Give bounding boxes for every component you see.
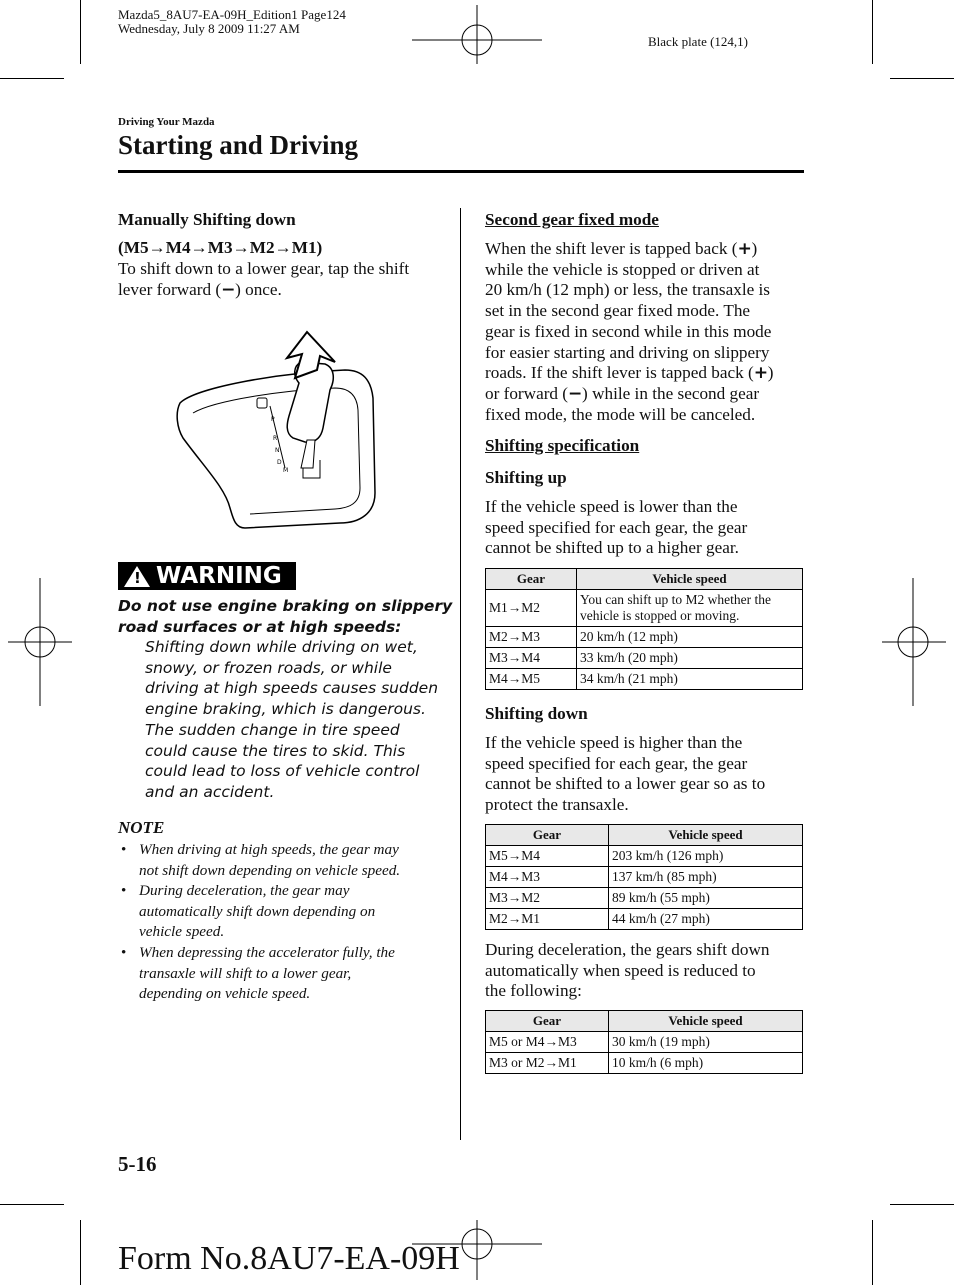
- shifter-letter-d: D: [277, 459, 282, 466]
- table-row: M3 or M2→M1 10 km/h (6 mph): [486, 1053, 803, 1074]
- table-row: M2→M1 44 km/h (27 mph): [486, 909, 803, 930]
- left-heading: Manually Shifting down: [118, 210, 296, 229]
- note-item: • When driving at high speeds, the gear may not shift down depending on vehicle speed.: [121, 841, 401, 879]
- page-number: 5-16: [118, 1152, 157, 1176]
- warning-body: Shifting down while driving on wet, snowy, or frozen roads, or while driving at high speeds causes sudden engine braking, which is dangerous. The sudden change in tire speed could cause the tires to skid. This could lead to loss of vehicle control and an accident.: [145, 638, 439, 801]
- note-item: • When depressing the accelerator fully, the transaxle will shift to a lower gear, depending on vehicle speed.: [121, 943, 395, 1003]
- note-list: [118, 840, 438, 1005]
- deceleration-table: [485, 1010, 803, 1074]
- warning-label: WARNING: [156, 563, 282, 589]
- shifting-spec-title: Shifting specification: [485, 436, 640, 455]
- bullet-icon: •: [121, 841, 127, 858]
- left-subheading: (M5→M4→M3→M2→M1): [118, 238, 323, 257]
- table-row: M5→M4 203 km/h (126 mph): [486, 846, 803, 867]
- shifter-letter-n: N: [275, 447, 280, 454]
- plus-icon: +: [737, 239, 752, 259]
- shift-up-table: [485, 568, 803, 690]
- shift-down-table: [485, 824, 803, 930]
- table-header-row: Gear Vehicle speed: [486, 1011, 803, 1032]
- print-meta-line2: Wednesday, July 8 2009 11:27 AM: [118, 21, 300, 36]
- table-header-row: Gear Vehicle speed: [486, 825, 803, 846]
- bullet-icon: •: [121, 943, 127, 961]
- table-row: M3→M2 89 km/h (55 mph): [486, 888, 803, 909]
- note-item: • During deceleration, the gear may automatically shift down depending on vehicle speed.: [121, 882, 376, 941]
- column-divider: [460, 208, 461, 1140]
- minus-icon: −: [568, 383, 583, 404]
- second-gear-text: When the shift lever is tapped back (+) while the vehicle is stopped or driven at 20 km/h (12 mph) or less, the transaxle is set in the second gear fixed mode. The gear is fixed in second while in this mode for easier starting and driving on slippery roads. If the shift lever is tapped back (+) or forward (−) while in the second gear fixed mode, the mode will be canceled.: [485, 239, 774, 424]
- shift-lever-illustration: [175, 328, 385, 538]
- table-row: M2→M3 20 km/h (12 mph): [486, 627, 803, 648]
- shifter-letter-r: R: [273, 435, 278, 442]
- note-title: NOTE: [118, 818, 165, 837]
- table-row: M1→M2 You can shift up to M2 whether the vehicle is stopped or moving.: [486, 590, 803, 627]
- second-gear-title: Second gear fixed mode: [485, 210, 659, 229]
- shifter-letter-p: P: [271, 416, 275, 423]
- plus-icon: +: [753, 363, 769, 384]
- minus-icon: −: [221, 279, 236, 300]
- table-row: M5 or M4→M3 30 km/h (19 mph): [486, 1032, 803, 1053]
- shifting-up-text: If the vehicle speed is lower than the speed specified for each gear, the gear cannot be shifted up to a higher gear.: [485, 497, 748, 558]
- section-breadcrumb: Driving Your Mazda: [118, 116, 215, 128]
- shifting-up-title: Shifting up: [485, 468, 567, 487]
- plate-label: Black plate (124,1): [648, 34, 748, 49]
- bullet-icon: •: [121, 882, 127, 900]
- shifting-down-text: If the vehicle speed is higher than the speed specified for each gear, the gear cannot be shifted to a lower gear so as to protect the transaxle.: [485, 733, 766, 815]
- form-number: Form No.8AU7-EA-09H: [118, 1240, 460, 1277]
- shifter-letter-m: M: [283, 467, 289, 474]
- warning-exclaim-icon: !: [134, 569, 141, 587]
- deceleration-text: During deceleration, the gears shift down automatically when speed is reduced to the following:: [485, 940, 770, 1001]
- title-rule: [118, 170, 804, 173]
- page-title: Starting and Driving: [118, 130, 359, 160]
- table-row: M4→M5 34 km/h (21 mph): [486, 669, 803, 690]
- table-header-row: Gear Vehicle speed: [486, 569, 803, 590]
- table-row: M3→M4 33 km/h (20 mph): [486, 648, 803, 669]
- shifting-down-title: Shifting down: [485, 704, 588, 723]
- print-meta-line1: Mazda5_8AU7-EA-09H_Edition1 Page124: [118, 7, 346, 22]
- left-intro: To shift down to a lower gear, tap the shift lever forward (−) once.: [118, 259, 410, 300]
- warning-heading: Do not use engine braking on slippery road surfaces or at high speeds:: [118, 597, 453, 636]
- table-row: M4→M3 137 km/h (85 mph): [486, 867, 803, 888]
